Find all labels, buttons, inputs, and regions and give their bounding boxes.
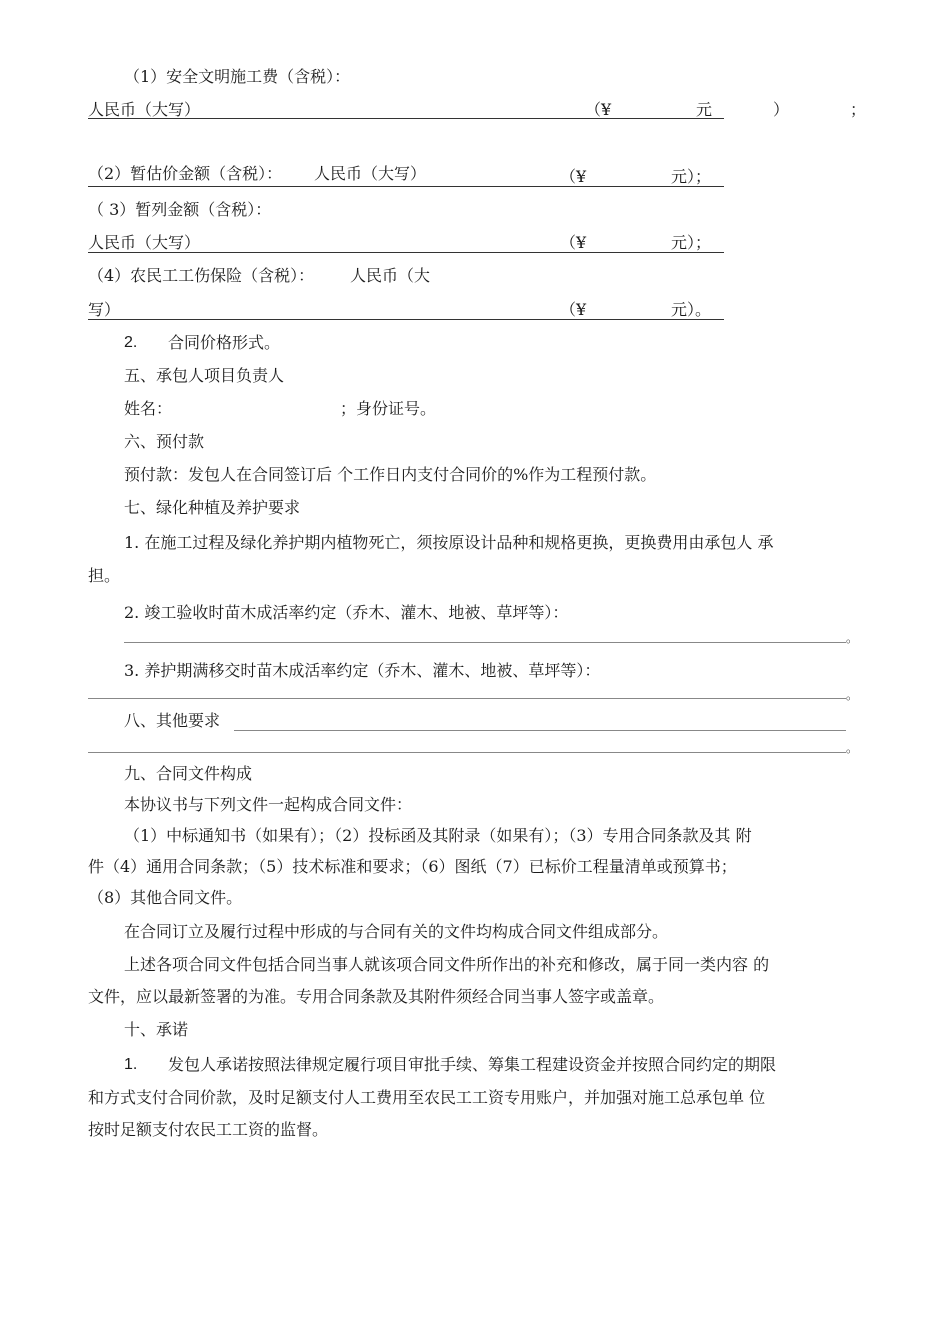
injury-insurance-amount-underline[interactable]	[88, 319, 724, 320]
section10-item1-line3: 按时足额支付农民工工资的监督。	[88, 1120, 329, 1139]
section5-title: 五、承包人项目负责人	[124, 366, 285, 385]
safety-fee-yen: （¥	[585, 100, 612, 119]
section10-title: 十、承诺	[124, 1020, 189, 1039]
estimate-yuan: 元）；	[671, 167, 712, 186]
estimate-label: （2）暂估价金额（含税）：	[88, 164, 283, 183]
section10-item1-line2: 和方式支付合同价款，及时足额支付人工费用至农民工工资专用账户，并加强对施工总承包单 位	[88, 1088, 766, 1107]
injury-insurance-yen: （¥	[560, 300, 587, 319]
injury-insurance-yuan: 元）。	[671, 300, 712, 319]
id-number-label: ；身份证号。	[340, 399, 437, 418]
section7-item3: 3. 养护期满移交时苗木成活率约定（乔木、灌木、地被、草坪等）：	[124, 661, 601, 680]
other-requirements-underline-2[interactable]	[88, 752, 846, 753]
section9-title: 九、合同文件构成	[124, 764, 253, 783]
section9-list-line1: （1）中标通知书（如果有）；（2）投标函及其附录（如果有）；（3）专用合同条款及其 附	[124, 826, 752, 845]
estimate-rmb-label: 人民币（大写）	[314, 164, 427, 183]
section7-item2: 2. 竣工验收时苗木成活率约定（乔木、灌木、地被、草坪等）：	[124, 603, 569, 622]
section8-title: 八、其他要求	[124, 711, 221, 730]
provisional-yen: （¥	[560, 233, 587, 252]
section7-item1-line1: 1. 在施工过程及绿化养护期内植物死亡，须按原设计品种和规格更换，更换费用由承包人 承	[124, 533, 774, 552]
injury-insurance-rmb-a: 人民币（大	[350, 266, 431, 285]
section9-para2-line2: 文件，应以最新签署的为准。专用合同条款及其附件须经合同当事人签字或盖章。	[88, 987, 665, 1006]
estimate-amount-underline[interactable]	[88, 186, 724, 187]
section8-end: 。	[846, 741, 859, 755]
other-requirements-underline-1[interactable]	[234, 730, 846, 731]
safety-fee-label: （1）安全文明施工费（含税）：	[124, 67, 351, 86]
survival-rate-handover-underline[interactable]	[88, 698, 846, 699]
section9-intro: 本协议书与下列文件一起构成合同文件：	[124, 795, 413, 814]
section9-list-line2: 件（4）通用合同条款；（5）技术标准和要求；（6）图纸（7）已标价工程量清单或预算书；	[88, 857, 737, 876]
prepayment-text: 预付款：发包人在合同签订后 个工作日内支付合同价的%作为工程预付款。	[124, 465, 657, 484]
price-form-text: 合同价格形式。	[168, 333, 281, 352]
safety-fee-amount-underline[interactable]	[88, 118, 724, 119]
section10-item1-number: 1.	[124, 1056, 138, 1073]
section7-item2-end: 。	[846, 631, 859, 645]
section7-item3-end: 。	[846, 688, 859, 702]
safety-fee-semicolon: ；	[850, 100, 867, 119]
section6-title: 六、预付款	[124, 432, 205, 451]
price-form-number: 2.	[124, 334, 138, 351]
provisional-amount-underline[interactable]	[88, 252, 724, 253]
section7-title: 七、绿化种植及养护要求	[124, 498, 301, 517]
safety-fee-rmb-label: 人民币（大写）	[88, 100, 201, 119]
safety-fee-yuan: 元	[696, 100, 713, 119]
injury-insurance-label: （4）农民工工伤保险（含税）：	[88, 266, 315, 285]
provisional-yuan: 元）；	[671, 233, 712, 252]
section10-item1-line1: 发包人承诺按照法律规定履行项目审批手续、筹集工程建设资金并按照合同约定的期限	[168, 1055, 777, 1074]
provisional-rmb-label: 人民币（大写）	[88, 233, 201, 252]
section9-para2-line1: 上述各项合同文件包括合同当事人就该项合同文件所作出的补充和修改，属于同一类内容 的	[124, 955, 770, 974]
survival-rate-acceptance-underline[interactable]	[124, 642, 846, 643]
section9-para1: 在合同订立及履行过程中形成的与合同有关的文件均构成合同文件组成部分。	[124, 922, 669, 941]
estimate-yen: （¥	[560, 167, 587, 186]
injury-insurance-rmb-b: 写）	[88, 300, 121, 319]
section7-item1-line2: 担。	[88, 566, 121, 585]
provisional-label: （ 3）暂列金额（含税）：	[88, 200, 272, 219]
section9-list-line3: （8）其他合同文件。	[88, 888, 243, 907]
name-label: 姓名：	[124, 399, 173, 418]
safety-fee-paren: ）	[773, 100, 790, 119]
